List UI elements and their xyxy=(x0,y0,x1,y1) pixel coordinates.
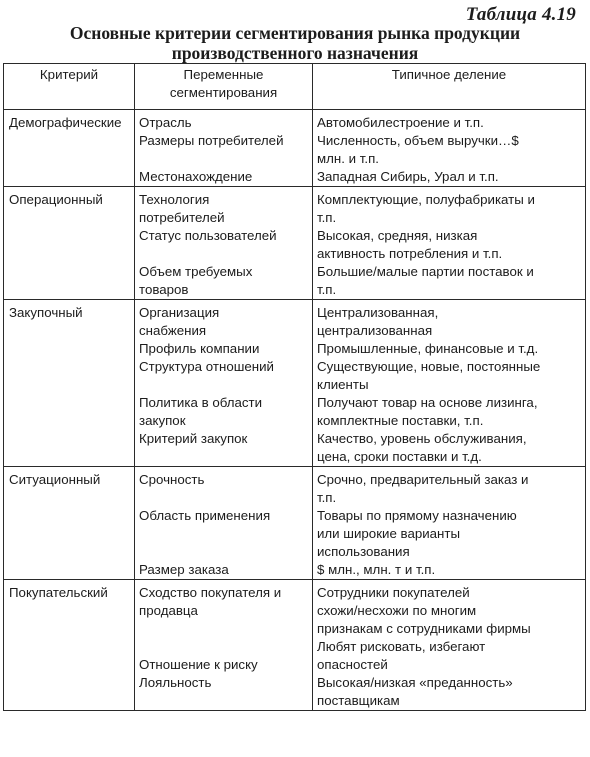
table-row xyxy=(4,227,586,263)
division-line: централизованная xyxy=(317,323,433,338)
table-row xyxy=(4,300,586,341)
table-row xyxy=(4,110,586,133)
criterion-cell xyxy=(4,430,135,467)
variable-line: Срочность xyxy=(139,472,205,487)
variable-line: Статус пользователей xyxy=(139,228,277,243)
division-line: т.п. xyxy=(317,282,337,297)
division-line: млн. и т.п. xyxy=(317,151,379,166)
variable-line: Местонахождение xyxy=(139,169,253,184)
variable-cell xyxy=(135,110,313,133)
table-row xyxy=(4,187,586,228)
variable-line: потребителей xyxy=(139,210,225,225)
criterion-cell xyxy=(4,340,135,358)
division-cell xyxy=(313,394,586,430)
division-line: т.п. xyxy=(317,490,337,505)
division-line: Численность, объем выручки…$ xyxy=(317,133,519,148)
variable-line xyxy=(139,692,308,710)
table-row xyxy=(4,430,586,467)
variable-line xyxy=(139,448,308,466)
division-line: Централизованная, xyxy=(317,305,439,320)
criterion-cell xyxy=(4,394,135,430)
table-body xyxy=(4,110,586,711)
variable-line xyxy=(139,489,308,507)
criterion-cell: Покупательский xyxy=(4,580,135,639)
criterion-cell xyxy=(4,168,135,187)
table-row xyxy=(4,358,586,394)
table-row xyxy=(4,467,586,508)
header-variables-line: сегментирования xyxy=(169,85,278,100)
criterion-cell: Ситуационный xyxy=(4,467,135,508)
variable-line: Лояльность xyxy=(139,675,212,690)
division-line: клиенты xyxy=(317,377,369,392)
criterion-cell xyxy=(4,263,135,300)
variable-line: снабжения xyxy=(139,323,207,338)
division-line: опасностей xyxy=(317,657,388,672)
division-cell xyxy=(313,358,586,394)
criterion-cell xyxy=(4,638,135,674)
division-cell xyxy=(313,638,586,674)
variable-line: продавца xyxy=(139,603,198,618)
variable-cell xyxy=(135,507,313,561)
table-row xyxy=(4,263,586,300)
division-line: Высокая, средняя, низкая xyxy=(317,228,478,243)
variable-cell xyxy=(135,394,313,430)
criterion-cell xyxy=(4,227,135,263)
table-title xyxy=(0,23,590,63)
variable-line: Размеры потребителей xyxy=(139,133,284,148)
table-row xyxy=(4,340,586,358)
variable-cell xyxy=(135,638,313,674)
division-line: поставщикам xyxy=(317,693,400,708)
variable-line: Технология xyxy=(139,192,210,207)
table-row xyxy=(4,674,586,711)
variable-cell xyxy=(135,340,313,358)
division-line: Комплектующие, полуфабрикаты и xyxy=(317,192,535,207)
table-row xyxy=(4,132,586,168)
variable-cell xyxy=(135,227,313,263)
criterion-cell xyxy=(4,358,135,394)
variable-line xyxy=(139,525,308,543)
division-cell xyxy=(313,132,586,168)
variable-line xyxy=(139,376,308,394)
division-line: Срочно, предварительный заказ и xyxy=(317,472,529,487)
division-line: признакам с сотрудниками фирмы xyxy=(317,621,531,636)
criterion-cell xyxy=(4,561,135,580)
variable-line: Профиль компании xyxy=(139,341,260,356)
division-cell xyxy=(313,561,586,580)
division-cell xyxy=(313,507,586,561)
division-line: Сотрудники покупателей xyxy=(317,585,470,600)
criterion-cell: Операционный xyxy=(4,187,135,228)
variable-cell xyxy=(135,358,313,394)
variable-cell xyxy=(135,300,313,341)
variable-cell xyxy=(135,187,313,228)
variable-cell xyxy=(135,430,313,467)
variable-line: Размер заказа xyxy=(139,562,229,577)
table-row xyxy=(4,561,586,580)
division-line: $ млн., млн. т и т.п. xyxy=(317,562,436,577)
variable-line xyxy=(139,620,308,638)
criterion-cell xyxy=(4,674,135,711)
table-number: Таблица 4.19 xyxy=(465,4,576,25)
division-line: Качество, уровень обслуживания, xyxy=(317,431,527,446)
variable-line: Отрасль xyxy=(139,115,192,130)
division-cell xyxy=(313,300,586,341)
division-line: Автомобилестроение и т.п. xyxy=(317,115,484,130)
variable-cell xyxy=(135,561,313,580)
division-line: активность потребления и т.п. xyxy=(317,246,503,261)
division-cell xyxy=(313,674,586,711)
header-division: Типичное деление xyxy=(313,64,586,110)
division-line: Высокая/низкая «преданность» xyxy=(317,675,513,690)
criteria-table xyxy=(3,63,586,711)
division-line: Получают товар на основе лизинга, xyxy=(317,395,538,410)
variable-line xyxy=(139,150,308,168)
table-row xyxy=(4,638,586,674)
division-line: Западная Сибирь, Урал и т.п. xyxy=(317,169,499,184)
division-line: Промышленные, финансовые и т.д. xyxy=(317,341,539,356)
variable-cell xyxy=(135,132,313,168)
division-line: Большие/малые партии поставок и xyxy=(317,264,534,279)
table-row xyxy=(4,507,586,561)
division-cell xyxy=(313,168,586,187)
division-line: использования xyxy=(317,544,410,559)
criterion-cell: Закупочный xyxy=(4,300,135,341)
division-cell xyxy=(313,227,586,263)
variable-line: Организация xyxy=(139,305,220,320)
division-line: Товары по прямому назначению xyxy=(317,508,517,523)
header-criterion: Критерий xyxy=(4,64,135,110)
division-cell xyxy=(313,467,586,508)
division-line: схожи/несхожи по многим xyxy=(317,603,477,618)
division-line: или широкие варианты xyxy=(317,526,461,541)
table-title-line-2: производственного назначения xyxy=(171,43,419,63)
table-title-line-1: Основные критерии сегментирования рынка продукции xyxy=(69,23,521,43)
division-cell xyxy=(313,187,586,228)
header-variables xyxy=(135,64,313,110)
division-line: Любят рисковать, избегают xyxy=(317,639,486,654)
variable-line: товаров xyxy=(139,282,189,297)
variable-line xyxy=(139,543,308,561)
variable-cell xyxy=(135,674,313,711)
division-cell xyxy=(313,580,586,639)
table-row xyxy=(4,580,586,639)
division-cell xyxy=(313,263,586,300)
variable-line: Сходство покупателя и xyxy=(139,585,282,600)
header-row xyxy=(4,64,586,110)
division-line: Существующие, новые, постоянные xyxy=(317,359,541,374)
variable-line xyxy=(139,638,308,656)
variable-cell xyxy=(135,263,313,300)
variable-line: Структура отношений xyxy=(139,359,274,374)
variable-line xyxy=(139,245,308,263)
variable-cell xyxy=(135,168,313,187)
variable-line: Область применения xyxy=(139,508,271,523)
variable-line: закупок xyxy=(139,413,186,428)
header-variables-line: Переменные xyxy=(183,67,264,82)
criterion-cell: Демографические xyxy=(4,110,135,133)
division-cell xyxy=(313,340,586,358)
variable-line: Объем требуемых xyxy=(139,264,253,279)
variable-cell xyxy=(135,580,313,639)
criterion-cell xyxy=(4,507,135,561)
division-line: т.п. xyxy=(317,210,337,225)
variable-line: Отношение к риску xyxy=(139,657,258,672)
division-line: комплектные поставки, т.п. xyxy=(317,413,484,428)
table-row xyxy=(4,168,586,187)
variable-cell xyxy=(135,467,313,508)
variable-line: Политика в области xyxy=(139,395,263,410)
division-line: цена, сроки поставки и т.д. xyxy=(317,449,482,464)
division-cell xyxy=(313,430,586,467)
table-row xyxy=(4,394,586,430)
variable-line: Критерий закупок xyxy=(139,431,248,446)
division-cell xyxy=(313,110,586,133)
criterion-cell xyxy=(4,132,135,168)
